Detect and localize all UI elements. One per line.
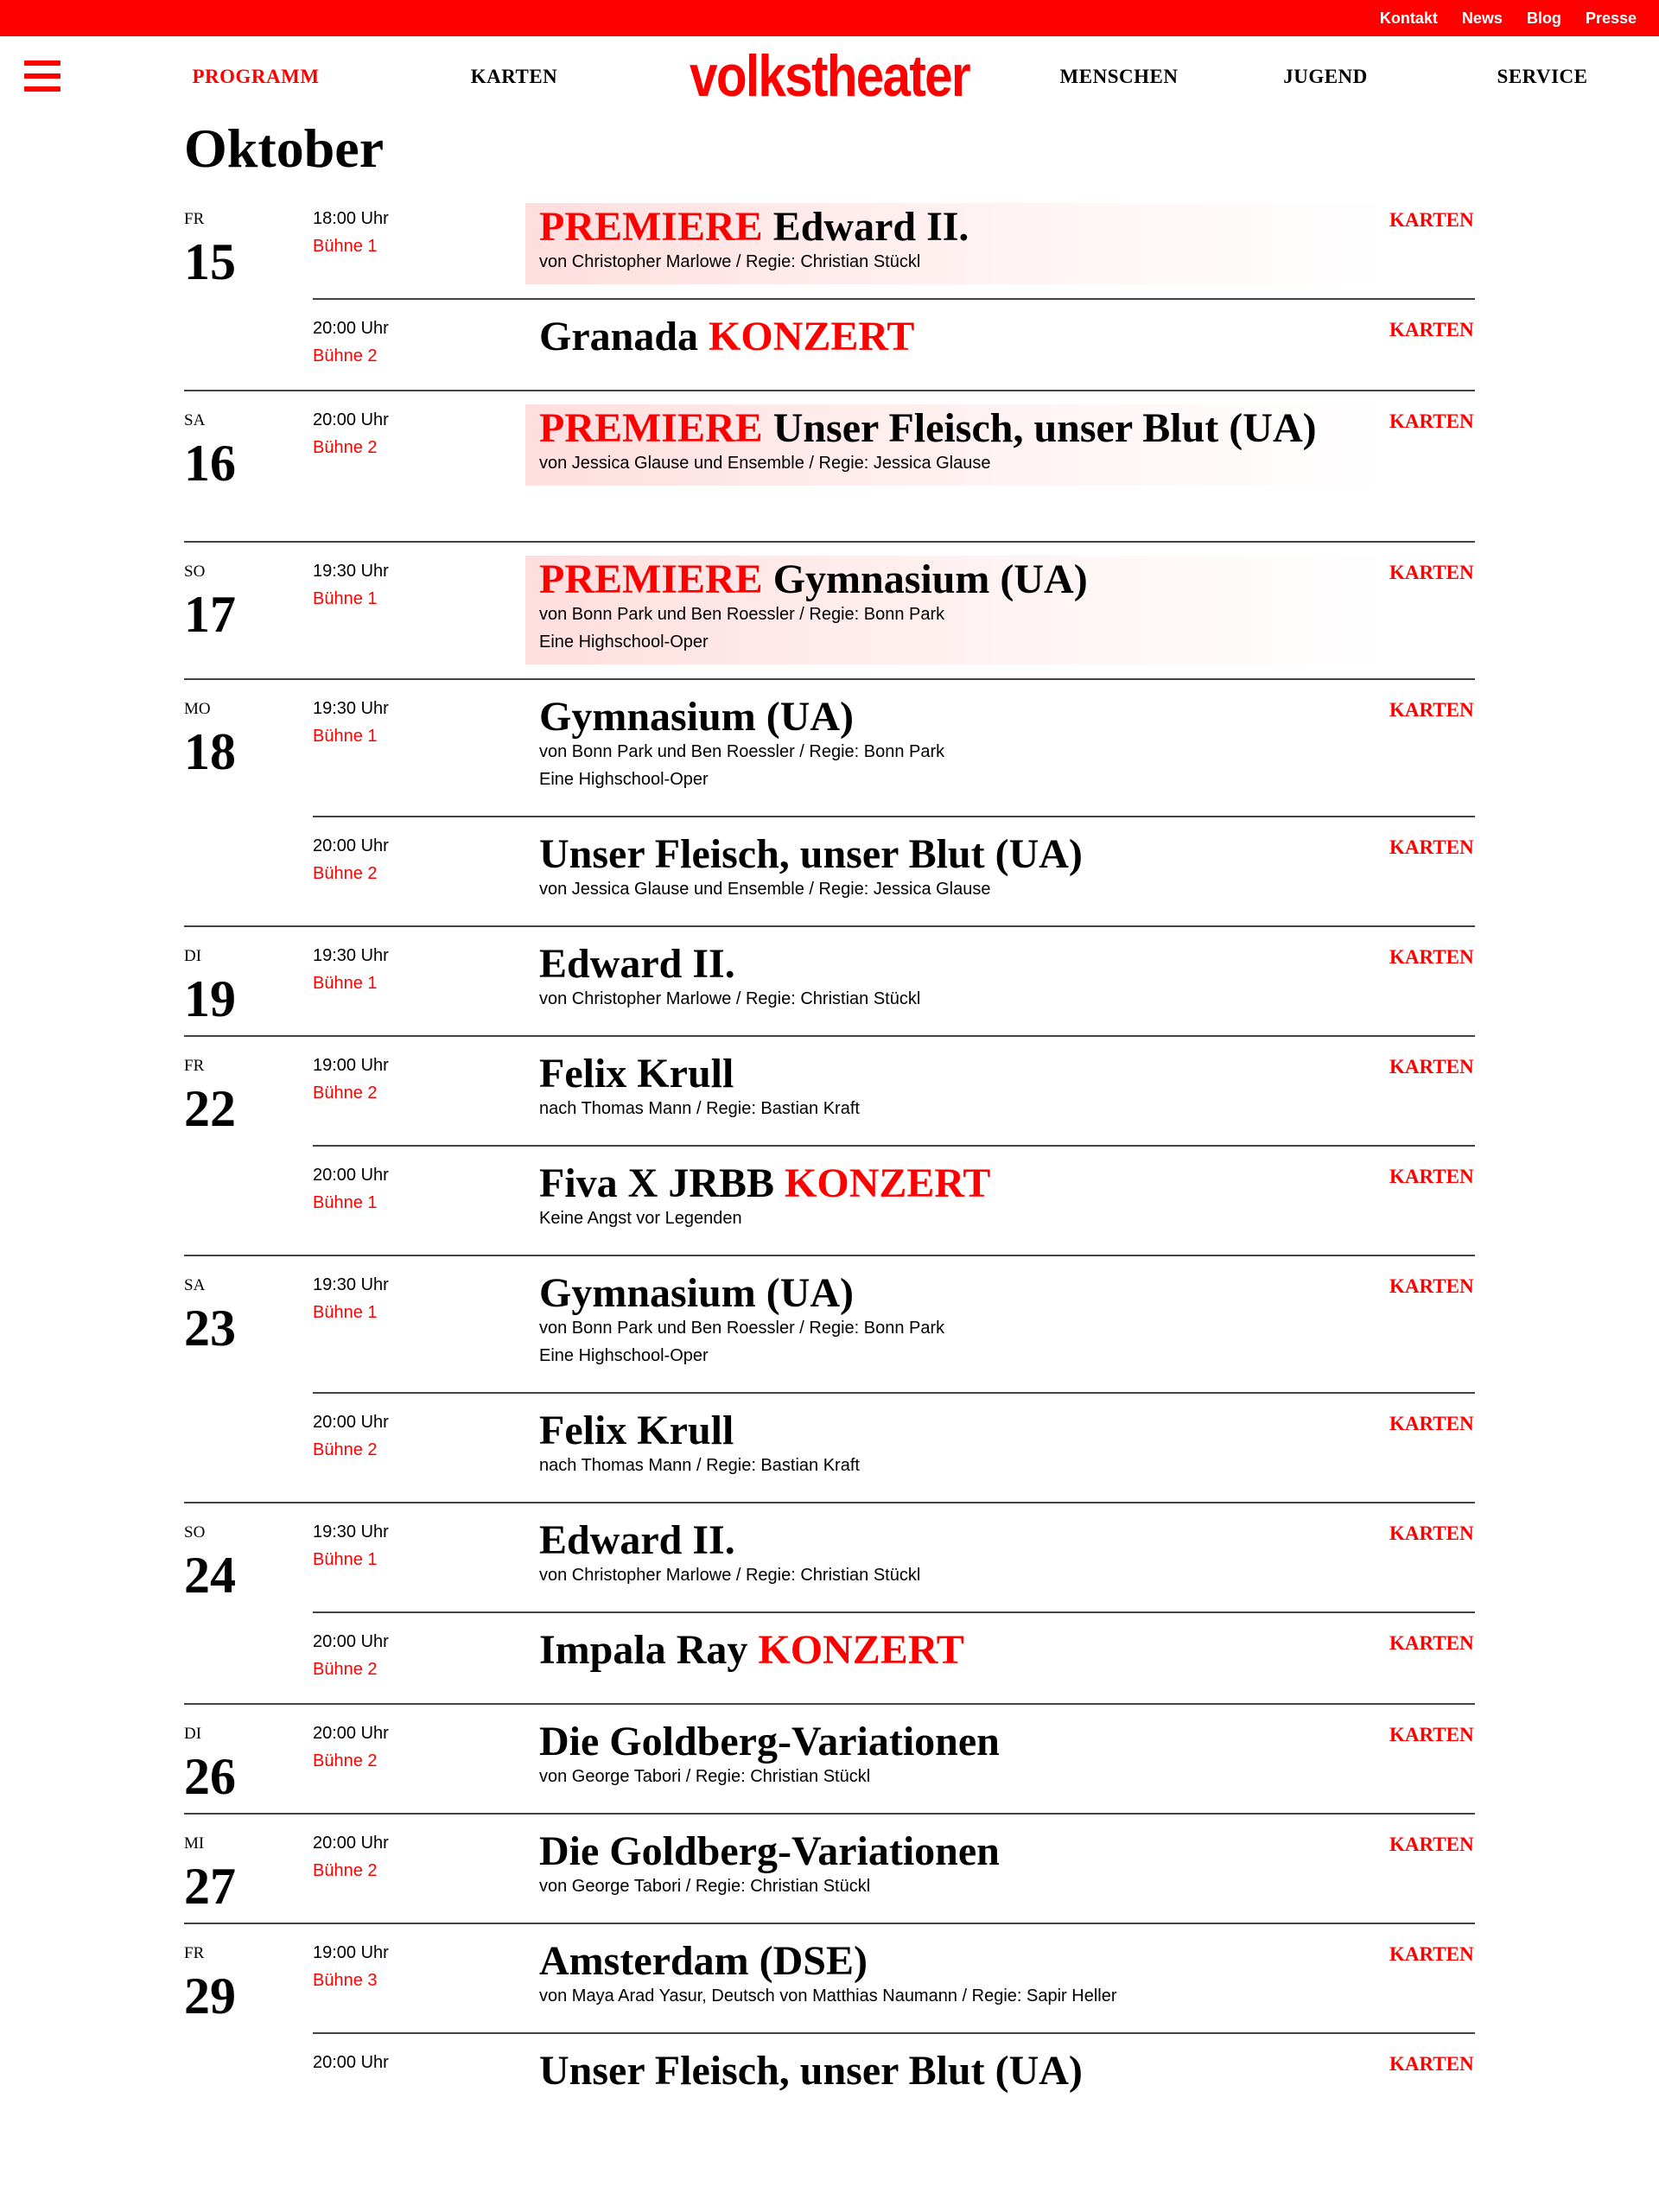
premiere-tag: PREMIERE bbox=[539, 405, 763, 451]
day-group bbox=[0, 1503, 1659, 1705]
nav-programm[interactable]: PROGRAMM bbox=[192, 66, 320, 87]
event-credits: von George Tabori / Regie: Christian Stückl bbox=[539, 1877, 871, 1896]
premiere-tag: PREMIERE bbox=[539, 556, 763, 602]
day-number: 29 bbox=[184, 1967, 236, 2024]
event-name: Gymnasium (UA) bbox=[772, 556, 1088, 602]
event-credits: von Maya Arad Yasur, Deutsch von Matthias Naumann / Regie: Sapir Heller bbox=[539, 1986, 1117, 2005]
event-row bbox=[0, 1256, 1659, 1394]
day-group bbox=[0, 543, 1659, 680]
day-number: 27 bbox=[184, 1858, 236, 1915]
event-stage: Bühne 1 bbox=[313, 1193, 378, 1212]
weekday: DI bbox=[184, 947, 202, 965]
event-credits: von Christopher Marlowe / Regie: Christian Stückl bbox=[539, 252, 921, 271]
event-stage: Bühne 2 bbox=[313, 346, 378, 365]
event-info bbox=[525, 1269, 1389, 1370]
event-name: Unser Fleisch, unser Blut (UA) bbox=[539, 831, 1083, 877]
event-row bbox=[0, 1503, 1659, 1613]
event-stage: Bühne 3 bbox=[313, 1971, 378, 1990]
event-info bbox=[525, 1718, 1389, 1790]
event-time: 19:30 Uhr bbox=[313, 1275, 389, 1294]
event-credits: von George Tabori / Regie: Christian Stückl bbox=[539, 1767, 871, 1786]
day-group bbox=[0, 391, 1659, 543]
event-time: 19:30 Uhr bbox=[313, 946, 389, 965]
weekday: MO bbox=[184, 700, 211, 718]
day-group bbox=[0, 1924, 1659, 2126]
event-row bbox=[0, 190, 1659, 300]
event-row bbox=[0, 1705, 1659, 1815]
event-info bbox=[525, 1937, 1389, 2010]
event-title[interactable] bbox=[525, 405, 1389, 451]
event-row bbox=[0, 1147, 1659, 1256]
konzert-tag: KONZERT bbox=[758, 1627, 964, 1673]
blog-link[interactable]: Blog bbox=[1526, 9, 1561, 27]
event-stage: Bühne 2 bbox=[313, 864, 378, 883]
hamburger-menu-icon[interactable] bbox=[24, 60, 60, 92]
event-schedule bbox=[0, 190, 1659, 2126]
weekday: FR bbox=[184, 210, 205, 228]
event-title[interactable] bbox=[525, 1627, 1389, 1673]
event-time: 20:00 Uhr bbox=[313, 2053, 389, 2072]
event-row bbox=[0, 1924, 1659, 2034]
tickets-link[interactable]: KARTEN bbox=[1389, 2053, 1474, 2075]
tickets-link[interactable]: KARTEN bbox=[1389, 410, 1474, 432]
day-number: 23 bbox=[184, 1300, 236, 1357]
nav-service[interactable]: SERVICE bbox=[1497, 66, 1588, 87]
event-title[interactable] bbox=[525, 1721, 1389, 1763]
event-title[interactable] bbox=[525, 1160, 1389, 1206]
event-time: 19:30 Uhr bbox=[313, 1522, 389, 1541]
event-time: 19:00 Uhr bbox=[313, 1943, 389, 1962]
day-group bbox=[0, 680, 1659, 927]
kontakt-link[interactable]: Kontakt bbox=[1379, 9, 1438, 27]
tickets-link[interactable]: KARTEN bbox=[1389, 1834, 1474, 1855]
event-name: Die Goldberg-Variationen bbox=[539, 1719, 1000, 1764]
day-number: 16 bbox=[184, 435, 236, 492]
event-name: Felix Krull bbox=[539, 1051, 734, 1096]
nav-menschen[interactable]: MENSCHEN bbox=[1059, 66, 1179, 87]
weekday: SO bbox=[184, 563, 206, 581]
event-row bbox=[0, 1613, 1659, 1705]
bottom-fade bbox=[0, 2134, 1659, 2212]
volkstheater-logo[interactable]: volkstheater bbox=[690, 43, 969, 109]
premiere-highlight bbox=[525, 556, 1389, 664]
tickets-link[interactable]: KARTEN bbox=[1389, 699, 1474, 721]
day-group bbox=[0, 1705, 1659, 1815]
premiere-highlight bbox=[525, 203, 1389, 284]
event-title[interactable] bbox=[525, 696, 1389, 738]
event-time: 18:00 Uhr bbox=[313, 209, 389, 228]
event-credits: von Jessica Glause und Ensemble / Regie: Jessica Glause bbox=[539, 454, 991, 473]
day-number: 15 bbox=[184, 233, 236, 290]
month-heading: Oktober bbox=[184, 118, 385, 179]
weekday: SA bbox=[184, 411, 206, 429]
tickets-link[interactable]: KARTEN bbox=[1389, 1166, 1474, 1187]
event-credits: von Bonn Park und Ben Roessler / Regie: Bonn Park bbox=[539, 1319, 945, 1338]
event-title[interactable] bbox=[525, 1828, 1389, 1874]
day-group bbox=[0, 190, 1659, 391]
day-group bbox=[0, 1815, 1659, 1924]
event-title[interactable] bbox=[525, 1053, 1389, 1095]
event-credits: nach Thomas Mann / Regie: Bastian Kraft bbox=[539, 1099, 860, 1118]
event-credits: nach Thomas Mann / Regie: Bastian Kraft bbox=[539, 1456, 860, 1475]
event-name: Edward II. bbox=[539, 941, 735, 987]
weekday: SA bbox=[184, 1276, 206, 1294]
day-number: 18 bbox=[184, 723, 236, 780]
event-time: 20:00 Uhr bbox=[313, 319, 389, 338]
event-stage: Bühne 1 bbox=[313, 237, 378, 256]
event-row bbox=[0, 391, 1659, 543]
tickets-link[interactable]: KARTEN bbox=[1389, 1632, 1474, 1654]
event-stage: Bühne 1 bbox=[313, 589, 378, 608]
day-number: 26 bbox=[184, 1748, 236, 1805]
event-title[interactable] bbox=[525, 1517, 1389, 1563]
event-row bbox=[0, 1394, 1659, 1503]
event-title[interactable] bbox=[525, 316, 1389, 358]
event-title[interactable] bbox=[525, 831, 1389, 877]
event-credits: Keine Angst vor Legenden bbox=[539, 1209, 742, 1228]
premiere-highlight bbox=[525, 404, 1389, 486]
nav-karten[interactable]: KARTEN bbox=[470, 66, 558, 87]
event-info bbox=[525, 693, 1389, 793]
event-stage: Bühne 2 bbox=[313, 1084, 378, 1103]
event-title[interactable] bbox=[525, 2050, 1389, 2092]
event-stage: Bühne 2 bbox=[313, 1861, 378, 1880]
tickets-link[interactable]: KARTEN bbox=[1389, 319, 1474, 340]
event-title[interactable] bbox=[525, 1270, 1389, 1316]
event-info bbox=[525, 1050, 1389, 1122]
event-stage: Bühne 2 bbox=[313, 1660, 378, 1679]
event-credits: von Christopher Marlowe / Regie: Christian Stückl bbox=[539, 1566, 921, 1585]
tickets-link[interactable]: KARTEN bbox=[1389, 562, 1474, 583]
event-info bbox=[525, 313, 1389, 358]
event-info bbox=[525, 830, 1389, 903]
premiere-tag: PREMIERE bbox=[539, 204, 763, 250]
event-credits: von Christopher Marlowe / Regie: Christian Stückl bbox=[539, 989, 921, 1008]
event-info bbox=[525, 1516, 1389, 1589]
konzert-tag: KONZERT bbox=[709, 314, 915, 359]
event-name: Gymnasium (UA) bbox=[539, 1270, 855, 1316]
weekday: DI bbox=[184, 1725, 202, 1743]
event-time: 20:00 Uhr bbox=[313, 836, 389, 855]
event-credits: Eine Highschool-Oper bbox=[539, 1346, 709, 1365]
event-credits: von Jessica Glause und Ensemble / Regie: Jessica Glause bbox=[539, 880, 991, 899]
event-title[interactable] bbox=[525, 556, 1389, 602]
event-title[interactable] bbox=[525, 1410, 1389, 1452]
day-number: 22 bbox=[184, 1080, 236, 1137]
event-name: Unser Fleisch, unser Blut (UA) bbox=[772, 405, 1317, 451]
event-name: Granada bbox=[539, 314, 699, 359]
day-number: 17 bbox=[184, 586, 236, 643]
day-group bbox=[0, 1037, 1659, 1256]
top-utility-bar bbox=[0, 0, 1659, 36]
event-row bbox=[0, 1037, 1659, 1147]
event-name: Unser Fleisch, unser Blut (UA) bbox=[539, 2048, 1083, 2094]
tickets-link[interactable]: KARTEN bbox=[1389, 836, 1474, 858]
tickets-link[interactable]: KARTEN bbox=[1389, 209, 1474, 231]
event-name: Gymnasium (UA) bbox=[539, 694, 855, 740]
tickets-link[interactable]: KARTEN bbox=[1389, 1275, 1474, 1297]
event-name: Impala Ray bbox=[539, 1627, 748, 1673]
event-time: 20:00 Uhr bbox=[313, 1632, 389, 1651]
event-row bbox=[0, 1815, 1659, 1924]
event-title[interactable] bbox=[525, 1938, 1389, 1984]
event-name: Edward II. bbox=[772, 204, 969, 250]
event-time: 19:30 Uhr bbox=[313, 562, 389, 581]
day-number: 24 bbox=[184, 1547, 236, 1604]
weekday: FR bbox=[184, 1057, 205, 1075]
event-credits: von Bonn Park und Ben Roessler / Regie: Bonn Park bbox=[539, 605, 945, 624]
event-info bbox=[525, 940, 1389, 1013]
tickets-link[interactable]: KARTEN bbox=[1389, 1943, 1474, 1965]
event-row bbox=[0, 927, 1659, 1037]
event-row bbox=[0, 680, 1659, 817]
event-row bbox=[0, 300, 1659, 391]
event-stage: Bühne 1 bbox=[313, 974, 378, 993]
event-time: 20:00 Uhr bbox=[313, 1413, 389, 1432]
event-time: 20:00 Uhr bbox=[313, 410, 389, 429]
event-name: Amsterdam (DSE) bbox=[539, 1938, 868, 1984]
event-stage: Bühne 1 bbox=[313, 727, 378, 746]
event-row bbox=[0, 817, 1659, 927]
presse-link[interactable]: Presse bbox=[1585, 9, 1637, 27]
konzert-tag: KONZERT bbox=[785, 1160, 991, 1206]
event-stage: Bühne 2 bbox=[313, 1440, 378, 1459]
tickets-link[interactable]: KARTEN bbox=[1389, 1522, 1474, 1544]
event-name: Felix Krull bbox=[539, 1408, 734, 1453]
event-time: 20:00 Uhr bbox=[313, 1166, 389, 1185]
event-stage: Bühne 2 bbox=[313, 438, 378, 457]
event-name: Edward II. bbox=[539, 1517, 735, 1563]
event-time: 19:30 Uhr bbox=[313, 699, 389, 718]
event-credits: Eine Highschool-Oper bbox=[539, 770, 709, 789]
event-info bbox=[525, 1827, 1389, 1900]
event-info bbox=[525, 1407, 1389, 1479]
event-credits: Eine Highschool-Oper bbox=[539, 632, 709, 652]
tickets-link[interactable]: KARTEN bbox=[1389, 946, 1474, 968]
event-time: 19:00 Uhr bbox=[313, 1056, 389, 1075]
weekday: SO bbox=[184, 1523, 206, 1541]
event-title[interactable] bbox=[525, 204, 1389, 250]
weekday: FR bbox=[184, 1944, 205, 1962]
main-header bbox=[0, 36, 1659, 121]
event-time: 20:00 Uhr bbox=[313, 1724, 389, 1743]
weekday: MI bbox=[184, 1834, 205, 1853]
tickets-link[interactable]: KARTEN bbox=[1389, 1413, 1474, 1434]
event-name: Die Goldberg-Variationen bbox=[539, 1828, 1000, 1874]
news-link[interactable]: News bbox=[1461, 9, 1503, 27]
day-group bbox=[0, 1256, 1659, 1503]
event-credits: von Bonn Park und Ben Roessler / Regie: Bonn Park bbox=[539, 742, 945, 761]
event-info bbox=[525, 1626, 1389, 1671]
event-info bbox=[525, 1160, 1389, 1232]
utility-links bbox=[1380, 0, 1637, 36]
tickets-link[interactable]: KARTEN bbox=[1389, 1056, 1474, 1077]
event-title[interactable] bbox=[525, 941, 1389, 987]
event-stage: Bühne 1 bbox=[313, 1303, 378, 1322]
tickets-link[interactable]: KARTEN bbox=[1389, 1724, 1474, 1745]
event-time: 20:00 Uhr bbox=[313, 1834, 389, 1853]
event-info bbox=[525, 2047, 1389, 2092]
event-row bbox=[0, 2034, 1659, 2126]
event-row bbox=[0, 543, 1659, 680]
day-group bbox=[0, 927, 1659, 1037]
event-stage: Bühne 1 bbox=[313, 1550, 378, 1569]
event-stage: Bühne 2 bbox=[313, 1751, 378, 1770]
nav-jugend[interactable]: JUGEND bbox=[1283, 66, 1368, 87]
event-name: Fiva X JRBB bbox=[539, 1160, 775, 1206]
day-number: 19 bbox=[184, 970, 236, 1027]
